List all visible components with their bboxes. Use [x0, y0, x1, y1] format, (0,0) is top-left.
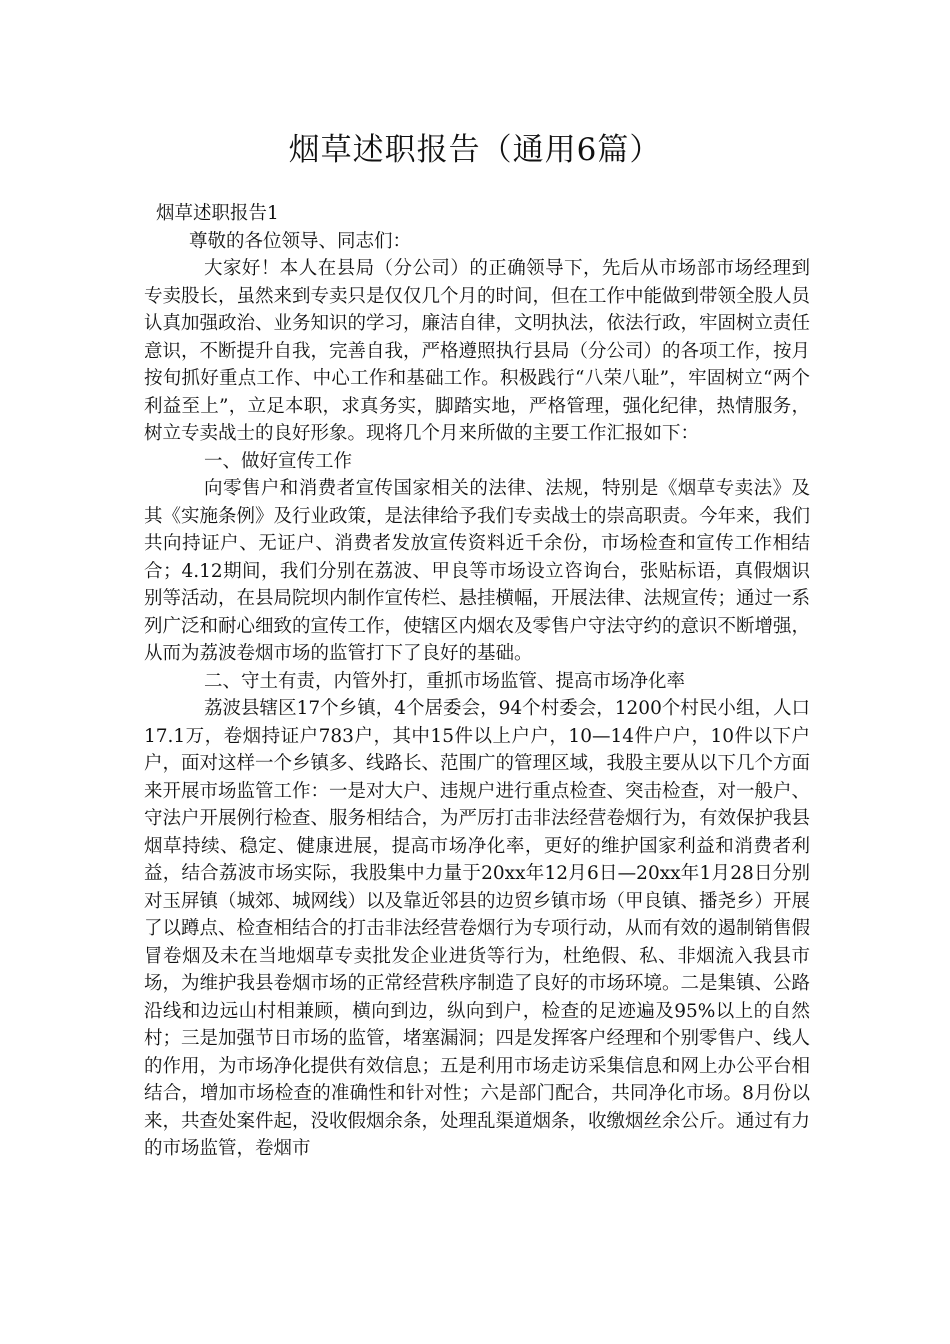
heading-publicity: 一、做好宣传工作: [204, 450, 353, 472]
paragraph-publicity: 向零售户和消费者宣传国家相关的法律、法规，特别是《烟草专卖法》及其《实施条例》及行业政策，是法律给予我们专卖战士的崇高职责。今年来，我们共向持证户、无证户、消费者发放宣传资料近千余份，市场检查和宣传工作相结合；4.12期间，我们分别在荔波、甲良等市场设立咨询台，张贴标语，真假烟识别等活动，在县局院坝内制作宣传栏、悬挂横幅，开展法律、法规宣传；通过一系列广泛和耐心细致的宣传工作，使辖区内烟农及零售户守法守约的意识不断增强，从而为荔波卷烟市场的监管打下了良好的基础。: [144, 478, 811, 664]
greeting-line: 尊敬的各位领导、同志们：: [189, 230, 412, 252]
section-title: 烟草述职报告1: [156, 203, 279, 224]
paragraph-intro: 大家好！本人在县局（分公司）的正确领导下，先后从市场部市场经理到专卖股长，虽然来到专卖只是仅仅几个月的时间，但在工作中能做到带领全股人员认真加强政治、业务知识的学习，廉洁自律，文明执法，依法行政，牢固树立责任意识，不断提升自我，完善自我，严格遵照执行县局（分公司）的各项工作，按月按旬抓好重点工作、中心工作和基础工作。积极践行“八荣八耻”，牢固树立“两个利益至上”，立足本职，求真务实，脚踏实地，严格管理，强化纪律，热情服务，树立专卖战士的良好形象。现将几个月来所做的主要工作汇报如下：: [144, 258, 811, 444]
heading-market-supervision: 二、守土有责，内管外打，重抓市场监管、提高市场净化率: [204, 670, 686, 692]
document-body: [144, 200, 810, 1163]
document-title: 烟草述职报告（通用6篇）: [288, 132, 662, 168]
paragraph-market-supervision: 荔波县辖区17个乡镇，4个居委会，94个村委会，1200个村民小组，人口17.1万，卷烟持证户783户，其中15件以上户户，10—14件户户，10件以下户户，面对这样一个乡镇多、线路长、范围广的管理区域，我股主要从以下几个方面来开展市场监管工作：一是对大户、违规户进行重点检查、突击检查，对一般户、守法户开展例行检查、服务相结合，为严厉打击非法经营卷烟行为，有效保护我县烟草持续、稳定、健康进展，提高市场净化率，更好的维护国家利益和消费者利益，结合荔波市场实际，我股集中力量于20xx年12月6日—20xx年1月28日分别对玉屏镇（城郊、城网线）以及靠近邻县的边贸乡镇市场（甲良镇、播尧乡）开展了以蹲点、检查相结合的打击非法经营卷烟行为专项行动，从而有效的遏制销售假冒卷烟及未在当地烟草专卖批发企业进货等行为，杜绝假、私、非烟流入我县市场，为维护我县卷烟市场的正常经营秩序制造了良好的市场环境。二是集镇、公路沿线和边远山村相兼顾，横向到边，纵向到户，检查的足迹遍及95%以上的自然村；三是加强节日市场的监管，堵塞漏洞；四是发挥客户经理和个别零售户、线人的作用，为市场净化提供有效信息；五是利用市场走访采集信息和网上办公平台相结合，增加市场检查的准确性和针对性；六是部门配合，共同净化市场。8月份以来，共查处案件起，没收假烟余条，处理乱渠道烟条，收缴烟丝余公斤。通过有力的市场监管，卷烟市: [144, 698, 811, 1159]
